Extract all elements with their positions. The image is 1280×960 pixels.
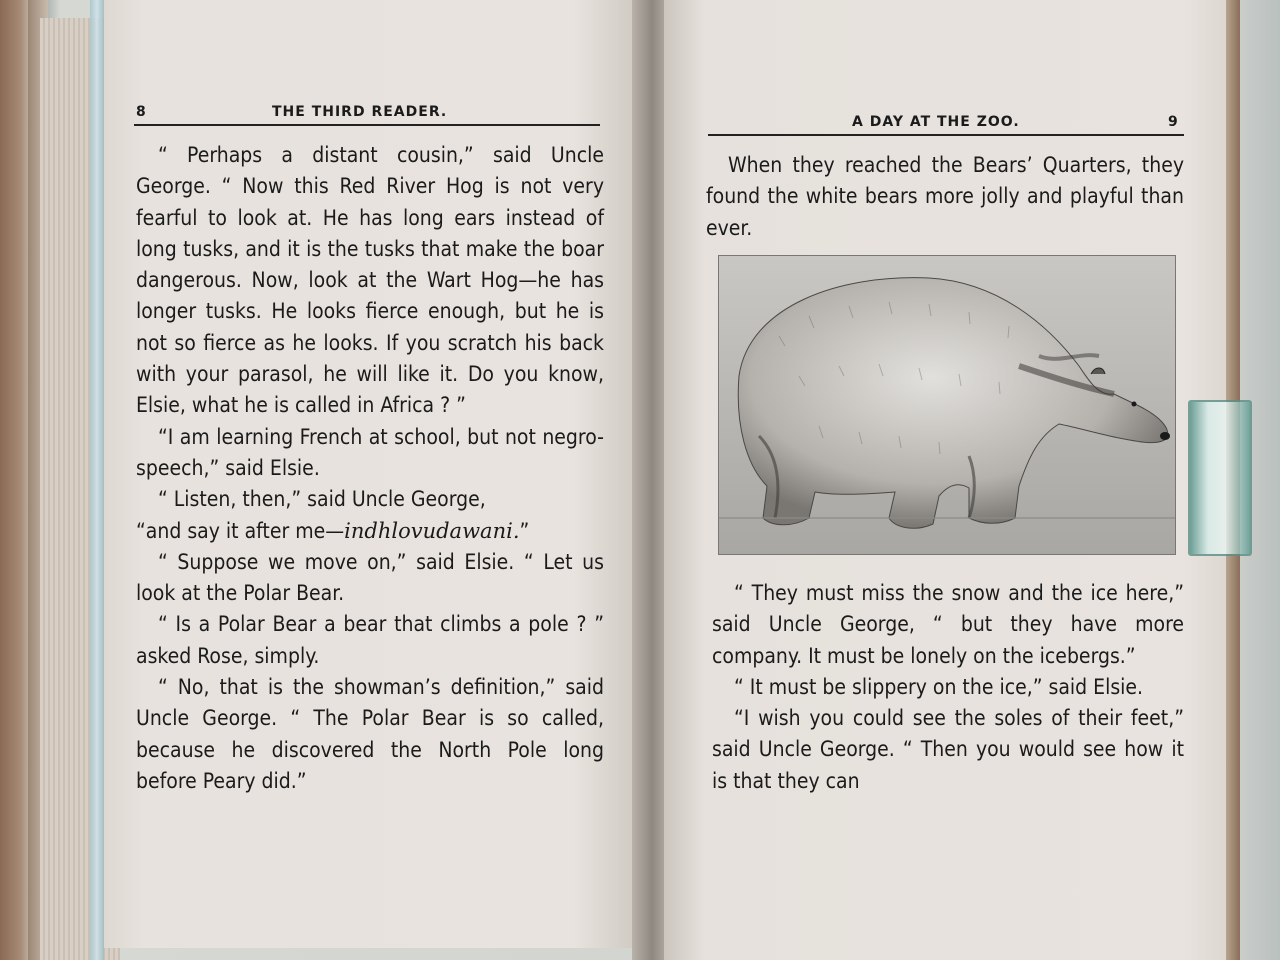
left-header-rule xyxy=(134,124,600,126)
paragraph-continued xyxy=(136,516,604,547)
left-body-text xyxy=(136,140,604,797)
text-span: “and say it after me— xyxy=(136,518,345,543)
paragraph: “ No, that is the showman’s definition,” said Uncle George. “ The Polar Bear is so called, because he discovered the North Pole long before Peary did.” xyxy=(136,675,604,793)
paragraph: “I wish you could see the soles of their feet,” said Uncle George. “ Then you would see how it is that they can xyxy=(712,706,1184,793)
right-header-rule xyxy=(708,134,1184,136)
paragraph: “ They must miss the snow and the ice here,” said Uncle George, “ but they have more company. It must be lonely on the icebergs.” xyxy=(712,581,1184,668)
glass-page-weight xyxy=(1188,400,1252,556)
italic-word: indhlovudawani. xyxy=(344,518,520,543)
right-page-number: 9 xyxy=(1168,114,1179,130)
right-intro-text xyxy=(706,150,1184,244)
paragraph: “ Perhaps a distant cousin,” said Uncle George. “ Now this Red River Hog is not very fearful to look at. He has long ears instead of long tusks, and it is the tusks that make the boar dangerous. Now, look at the Wart Hog—he has longer tusks. He looks fierce enough, but he is not so fierce as he looks. If you scratch his back with your parasol, he will like it. Do you know, Elsie, what he is called in Africa ? ” xyxy=(136,143,604,418)
left-running-head: THE THIRD READER. xyxy=(272,104,448,120)
right-body-text xyxy=(712,578,1184,797)
paragraph: “ Listen, then,” said Uncle George, xyxy=(158,487,486,512)
paragraph: When they reached the Bears’ Quarters, they found the white bears more jolly and playful than ever. xyxy=(706,153,1184,240)
text-span: ” xyxy=(519,518,530,543)
paragraph: “ It must be slippery on the ice,” said Elsie. xyxy=(734,674,1144,699)
polar-bear-icon xyxy=(719,256,1175,554)
polar-bear-illustration xyxy=(718,255,1176,555)
paragraph: “ Is a Polar Bear a bear that climbs a pole ? ” asked Rose, simply. xyxy=(136,612,604,668)
paragraph: “I am learning French at school, but not negro-speech,” said Elsie. xyxy=(136,424,604,480)
right-running-head: A DAY AT THE ZOO. xyxy=(852,114,1020,130)
paragraph: “ Suppose we move on,” said Elsie. “ Let us look at the Polar Bear. xyxy=(136,549,604,606)
bookmark-ribbon xyxy=(90,0,104,960)
left-page-number: 8 xyxy=(136,104,147,120)
left-page xyxy=(104,0,638,948)
